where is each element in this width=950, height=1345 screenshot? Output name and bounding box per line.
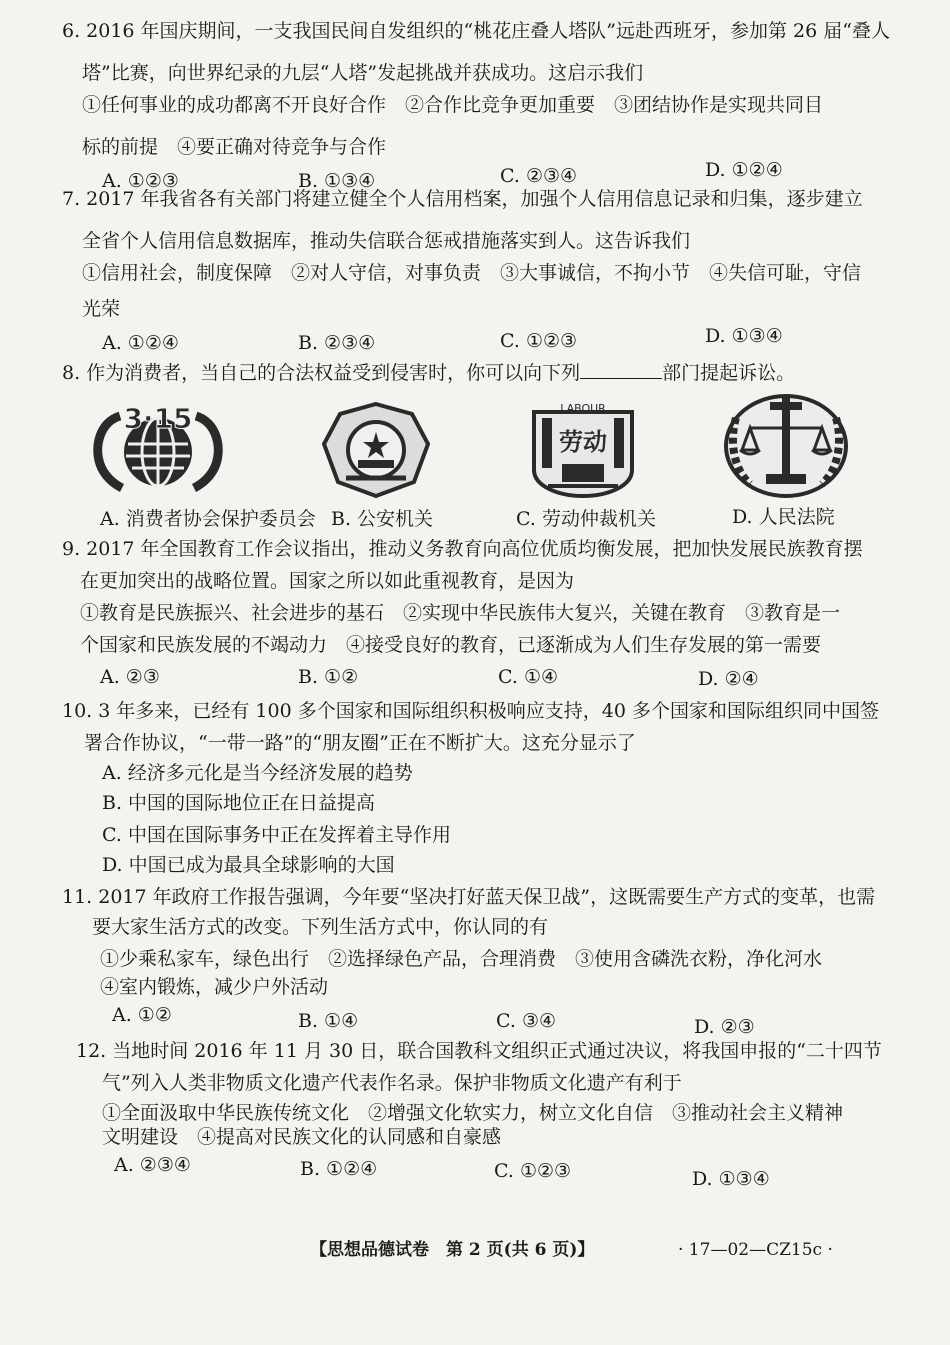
q11-line-3: ①少乘私家车，绿色出行 ②选择绿色产品，合理消费 ③使用含磷洗衣粉，净化河水 [100,948,823,970]
q12-line-2: 气”列入人类非物质文化遗产代表作名录。保护非物质文化遗产有利于 [102,1072,682,1094]
q12-option-c: C. ①②③ [494,1160,572,1182]
q6-line-2: 塔”比赛，向世界纪录的九层“人塔”发起挑战并获成功。这启示我们 [82,62,644,84]
q11-option-c: C. ③④ [496,1010,557,1032]
q8-option-b: B. 公安机关 [331,508,434,530]
q10-line-2: 署合作协议，“一带一路”的“朋友圈”正在不断扩大。这充分显示了 [84,732,636,754]
consumer-association-315-logo [92,398,224,494]
q6-line-4: 标的前提 ④要正确对待竞争与合作 [82,136,387,158]
q12-line-3: ①全面汲取中华民族传统文化 ②增强文化软实力，树立文化自信 ③推动社会主义精神 [102,1102,844,1124]
q9-line-1: 9. 2017 年全国教育工作会议指出，推动义务教育向高位优质均衡发展，把加快发展民族教育摆 [62,538,863,560]
q6-line-1: 6. 2016 年国庆期间，一支我国民间自发组织的“桃花庄叠人塔队”远赴西班牙，参加第 26 届“叠人 [62,20,890,42]
logo-laodong-text: 劳动 [559,427,607,456]
q11-option-b: B. ①④ [298,1010,359,1032]
q7-option-a: A. ①②④ [102,332,179,354]
q10-option-a: A. 经济多元化是当今经济发展的趋势 [102,762,413,784]
q12-line-1: 12. 当地时间 2016 年 11 月 30 日，联合国教科文组织正式通过决议，将我国申报的“二十四节 [76,1040,882,1062]
q9-option-c: C. ①④ [498,666,559,688]
q12-option-d: D. ①③④ [692,1168,770,1190]
q11-option-a: A. ①② [112,1004,172,1026]
q6-option-d: D. ①②④ [705,159,783,181]
q7-line-3: ①信用社会，制度保障 ②对人守信，对事负责 ③大事诚信，不拘小节 ④失信可耻，守信 [82,262,862,284]
q8-option-a: A. 消费者协会保护委员会 [100,508,316,530]
q8-answer-blank [580,360,662,379]
q8-stem-after: 部门提起诉讼。 [662,362,796,384]
q7-option-b: B. ②③④ [298,332,376,354]
court-emblem [716,388,856,500]
q7-option-c: C. ①②③ [500,330,578,352]
q10-option-d: D. 中国已成为最具全球影响的大国 [102,854,395,876]
q12-line-4: 文明建设 ④提高对民族文化的认同感和自豪感 [102,1126,502,1148]
q9-option-b: B. ①② [298,666,359,688]
q9-option-d: D. ②④ [698,668,759,690]
q12-option-b: B. ①②④ [300,1158,378,1180]
q9-option-a: A. ②③ [100,666,160,688]
q7-option-d: D. ①③④ [705,325,783,347]
q10-line-1: 10. 3 年多来，已经有 100 多个国家和国际组织积极响应支持，40 多个国家和国际组织同中国签 [62,700,879,722]
q7-line-1: 7. 2017 年我省各有关部门将建立健全个人信用档案，加强个人信用信息记录和归集，逐步建立 [62,188,863,210]
q12-option-a: A. ②③④ [114,1154,191,1176]
q10-option-c: C. 中国在国际事务中正在发挥着主导作用 [102,824,451,846]
q6-option-a: A. ①②③ [102,170,179,192]
labour-arbitration-emblem [528,400,638,500]
q7-line-4: 光荣 [82,298,121,320]
q9-line-3: ①教育是民族振兴、社会进步的基石 ②实现中华民族伟大复兴，关键在教育 ③教育是一 [80,602,841,624]
q6-line-3: ①任何事业的成功都离不开良好合作 ②合作比竞争更加重要 ③团结协作是实现共同目 [82,94,824,116]
q11-line-1: 11. 2017 年政府工作报告强调，今年要“坚决打好蓝天保卫战”，这既需要生产方式的变革，也需 [62,886,876,908]
q8-stem [62,360,795,386]
logo-labour-text: LABOUR [560,402,606,415]
q8-option-d: D. 人民法院 [732,506,835,528]
logo-315-text: 3·15 [123,402,193,435]
q9-line-4: 个国家和民族发展的不竭动力 ④接受良好的教育，已逐渐成为人们生存发展的第一需要 [80,634,822,656]
q6-option-b: B. ①③④ [298,170,376,192]
q6-option-c: C. ②③④ [500,165,578,187]
q10-option-b: B. 中国的国际地位正在日益提高 [102,792,376,814]
page-footer-code: · 17—02—CZ15c · [678,1240,833,1260]
q7-line-2: 全省个人信用信息数据库，推动失信联合惩戒措施落实到人。这告诉我们 [82,230,691,252]
q9-line-2: 在更加突出的战略位置。国家之所以如此重视教育，是因为 [80,570,575,592]
q11-line-2: 要大家生活方式的改变。下列生活方式中，你认同的有 [92,916,549,938]
q8-option-c: C. 劳动仲裁机关 [516,508,656,530]
q11-option-d: D. ②③ [694,1016,755,1038]
page-footer-title: 【思想品德试卷 第 2 页(共 6 页)】 [310,1240,595,1260]
q11-line-4: ④室内锻炼，减少户外活动 [100,976,329,998]
q8-stem-before: 8. 作为消费者，当自己的合法权益受到侵害时，你可以向下列 [62,362,581,384]
police-emblem [316,400,436,500]
